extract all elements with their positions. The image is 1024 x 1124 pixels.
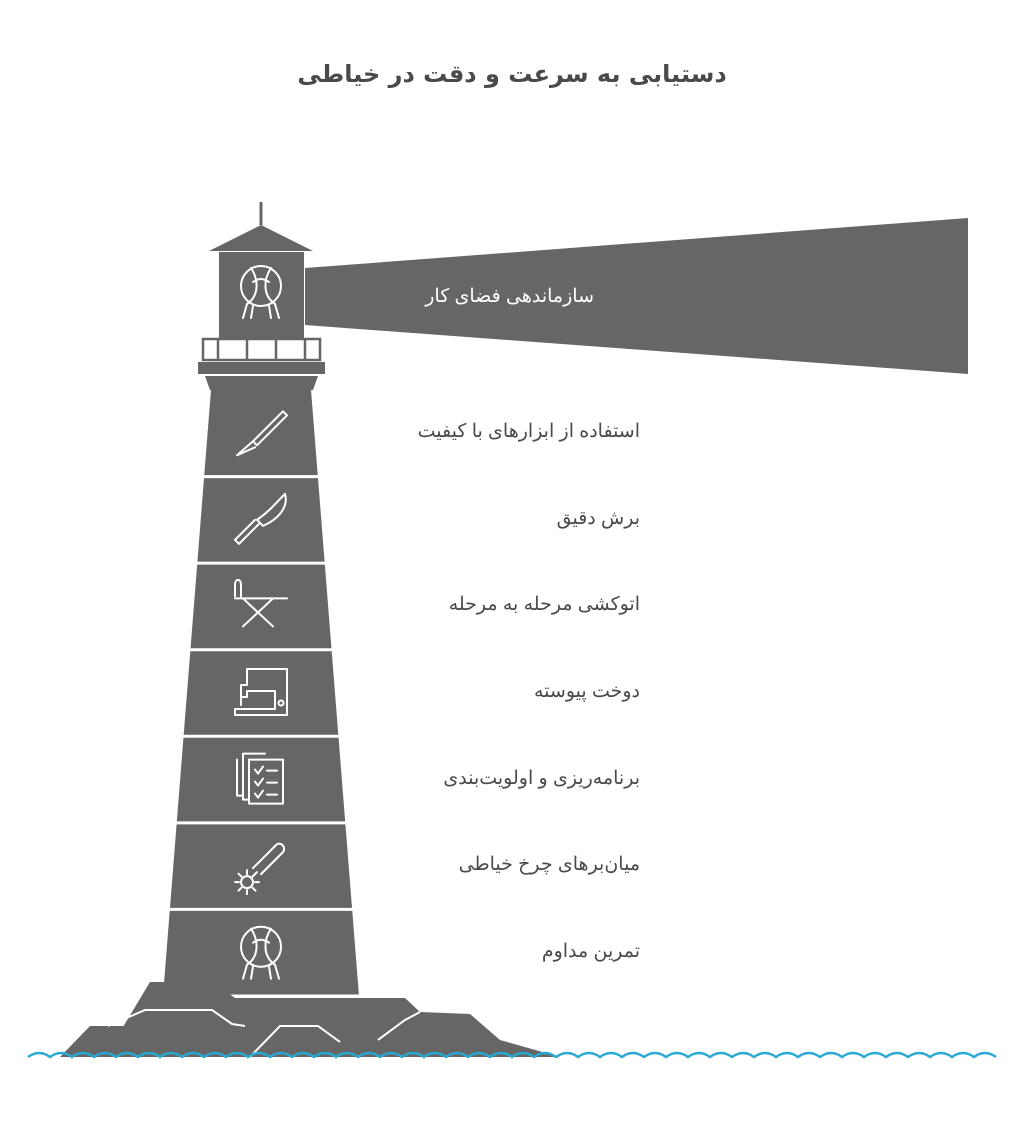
tower-section-5	[177, 738, 345, 822]
light-beam	[305, 218, 968, 374]
beam-label: سازماندهی فضای کار	[425, 286, 594, 307]
step-label-4: دوخت پیوسته	[534, 681, 640, 702]
step-label-3: اتوکشی مرحله به مرحله	[448, 594, 640, 616]
step-label-5: برنامه‌ریزی و اولویت‌بندی	[443, 767, 640, 789]
step-label-6: میان‌برهای چرخ خیاطی	[458, 854, 640, 876]
tower-section-4	[184, 651, 339, 735]
tower-section-7	[163, 911, 359, 995]
gallery-support	[205, 376, 318, 390]
step-label-1: استفاده از ابزارهای با کیفیت	[417, 421, 640, 443]
step-label-7: تمرین مداوم	[541, 940, 640, 962]
step-label-2: برش دقیق	[556, 507, 640, 529]
diagram-title: دستیابی به سرعت و دقت در خیاطی	[297, 60, 727, 88]
lighthouse-tower	[163, 390, 359, 995]
tower-section-3	[191, 565, 332, 649]
lantern-railing	[203, 339, 320, 360]
tower-section-2	[197, 478, 324, 562]
tower-section-6	[170, 824, 352, 908]
gallery-deck	[198, 362, 325, 374]
lighthouse-roof	[209, 225, 313, 251]
